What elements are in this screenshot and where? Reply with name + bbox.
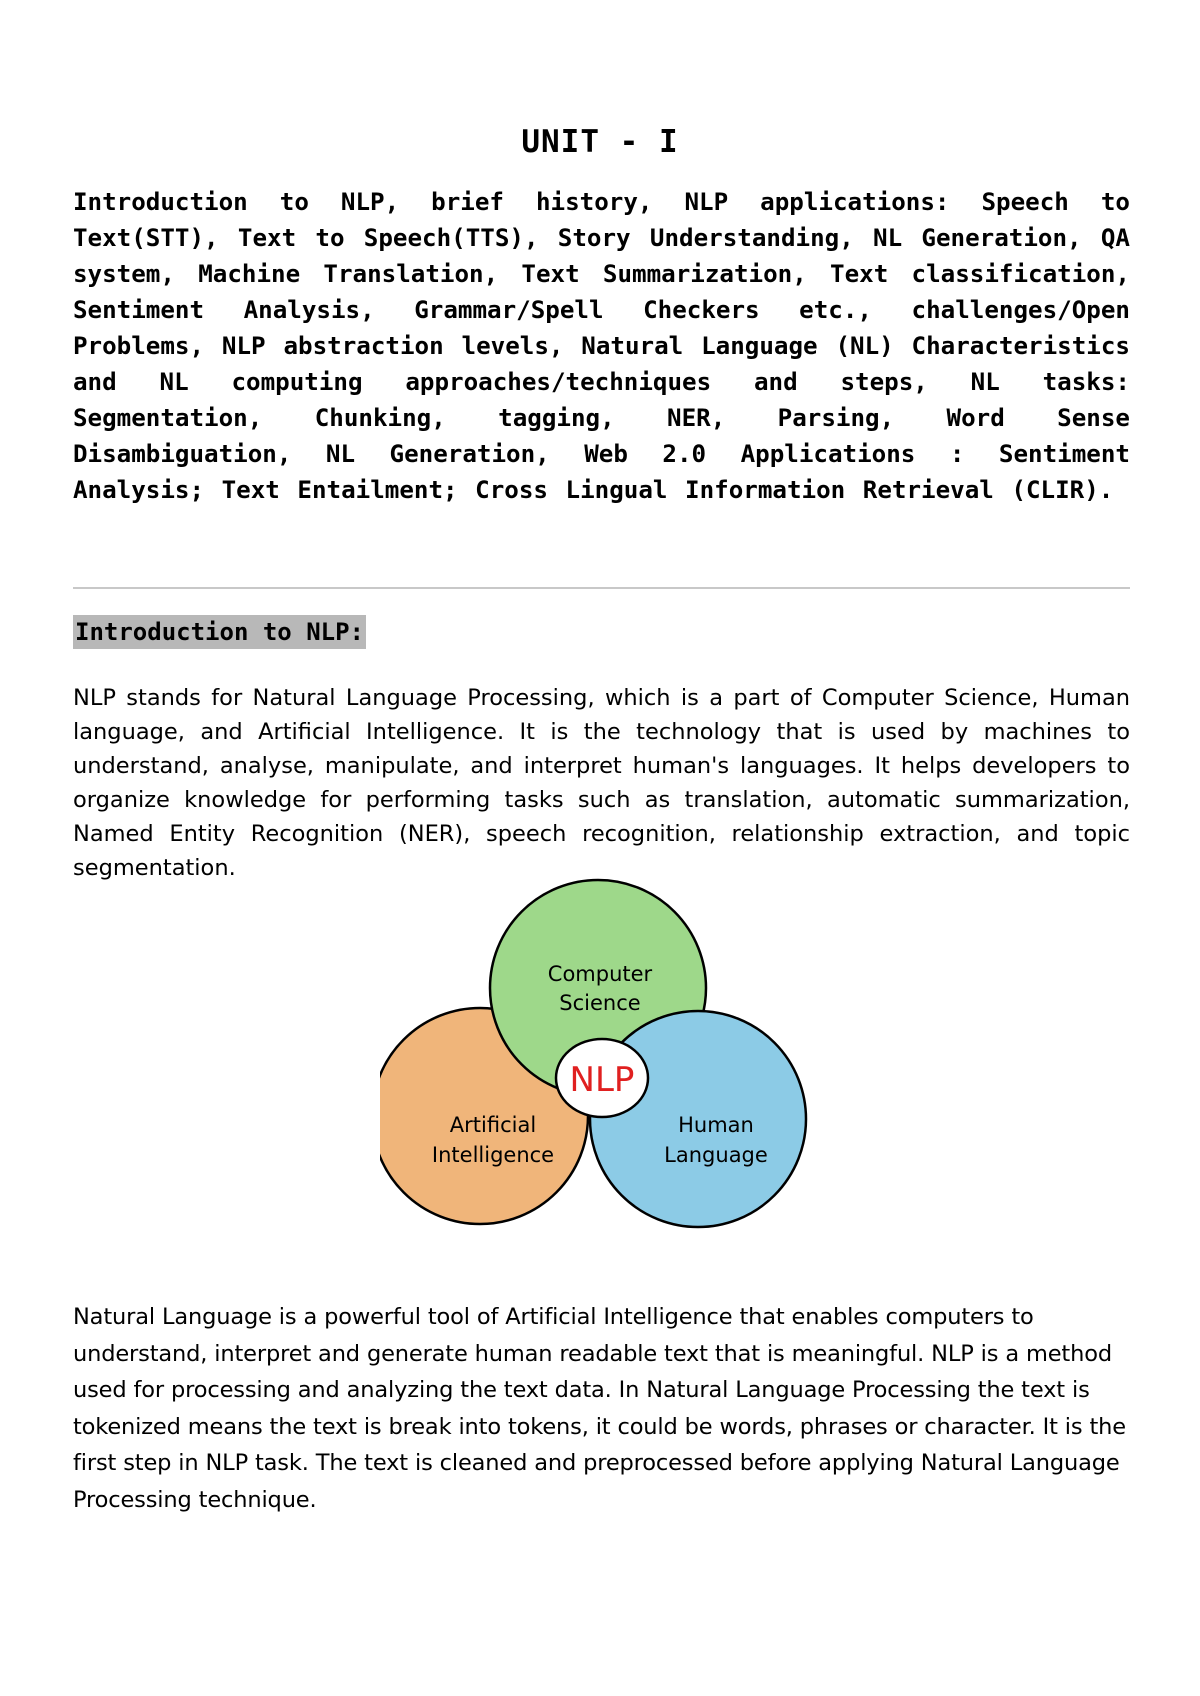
nlp-center-label: NLP bbox=[569, 1060, 635, 1100]
ai-label-line2: Intelligence bbox=[431, 1143, 555, 1167]
nlp-venn-diagram bbox=[380, 876, 830, 1256]
intro-paragraph: NLP stands for Natural Language Processing, which is a part of Computer Science, Human language, and Artificial Intelligence. It is the technology that is used by machines to understand, analyse, manipulate, and interpret human's languages. It helps developers to organize knowledge for performing tasks such as translation, automatic summarization, Named Entity Recognition (NER), speech recognition, relationship extraction, and topic segmentation. bbox=[73, 685, 1130, 881]
human-language-label-line2: Language bbox=[664, 1143, 768, 1167]
horizontal-divider bbox=[73, 587, 1130, 589]
human-language-label-line1: Human bbox=[678, 1113, 754, 1137]
nlp-description-paragraph: Natural Language is a powerful tool of Artificial Intelligence that enables computers to understand, interpret and generate human readable text that is meaningful. NLP is a method used for processing and analyzing the text data. In Natural Language Processing the text is tokenized means the text is break into tokens, it could be words, phrases or character. It is the first step in NLP task. The text is cleaned and preprocessed before applying Natural Language Processing technique. bbox=[73, 1304, 1126, 1513]
syllabus-text: Introduction to NLP, brief history, NLP applications: Speech to Text(STT), Text to Speech(TTS), Story Understanding, NL Generation, QA system, Machine Translation, Text Summarization, Text classification, Sentiment Analysis, Grammar/Spell Checkers etc., challenges/Open Problems, NLP abstraction levels, Natural Language (NL) Characteristics and NL computing approaches/techniques and steps, NL tasks: Segmentation, Chunking, tagging, NER, Parsing, Word Sense Disambiguation, NL Generation, Web 2.0 Applications : Sentiment Analysis; Text Entailment; Cross Lingual Information Retrieval (CLIR). bbox=[73, 188, 1130, 504]
section-heading-introduction: Introduction to NLP: bbox=[73, 615, 366, 649]
ai-label-line1: Artificial bbox=[449, 1113, 537, 1137]
computer-science-label-line1: Computer bbox=[547, 962, 653, 986]
computer-science-label-line2: Science bbox=[559, 991, 641, 1015]
unit-title: UNIT - I bbox=[521, 124, 679, 160]
